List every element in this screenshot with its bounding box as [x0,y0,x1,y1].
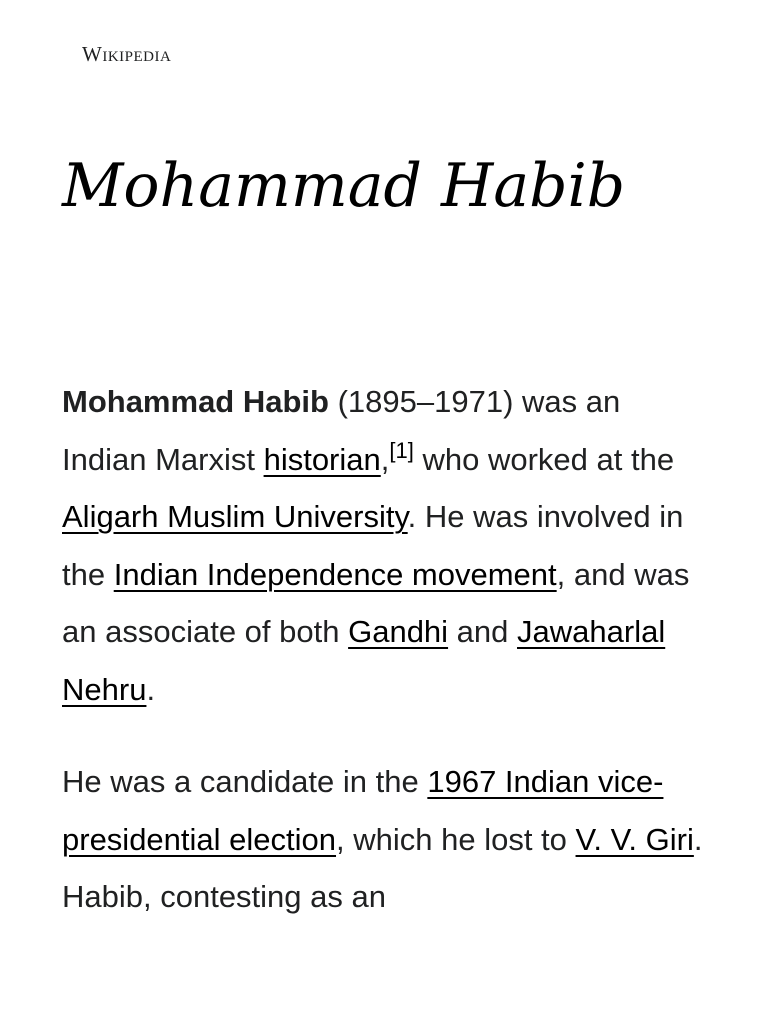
wikipedia-logo[interactable]: Wikipedia [82,42,172,66]
text-span: , which he lost to [336,821,576,857]
second-paragraph [62,753,712,926]
text-span: , [380,441,390,477]
text-span: . Habib, contesting as an [62,821,703,914]
text-span: (1895–1971) was an Indian Marxist [62,384,621,477]
reference-link[interactable]: [1] [389,437,414,463]
intro-paragraph [62,373,712,718]
link-1967-vice-presidential-election[interactable]: 1967 Indian vice-presidential election [62,764,664,857]
link-gandhi[interactable]: Gandhi [348,614,449,649]
link-historian[interactable]: historian [263,441,381,477]
article-body [62,373,712,961]
text-span: He was a candidate in the [62,764,428,799]
article-subject: Mohammad Habib [62,384,329,419]
link-aligarh-muslim-university[interactable]: Aligarh Muslim University [62,499,408,534]
text-span: . [146,671,156,707]
link-indian-independence-movement[interactable]: Indian Independence movement [113,556,557,592]
link-jawaharlal-nehru[interactable]: Jawaharlal Nehru [62,614,666,707]
text-span: , and was an associate of both [62,556,690,649]
page-title: Mohammad Habib [62,151,626,221]
text-span: and [448,614,518,649]
link-v-v-giri[interactable]: V. V. Giri [575,821,694,857]
text-span: . He was involved in the [62,499,684,592]
reference-1[interactable] [389,437,413,462]
text-span: who worked at the [413,441,675,477]
